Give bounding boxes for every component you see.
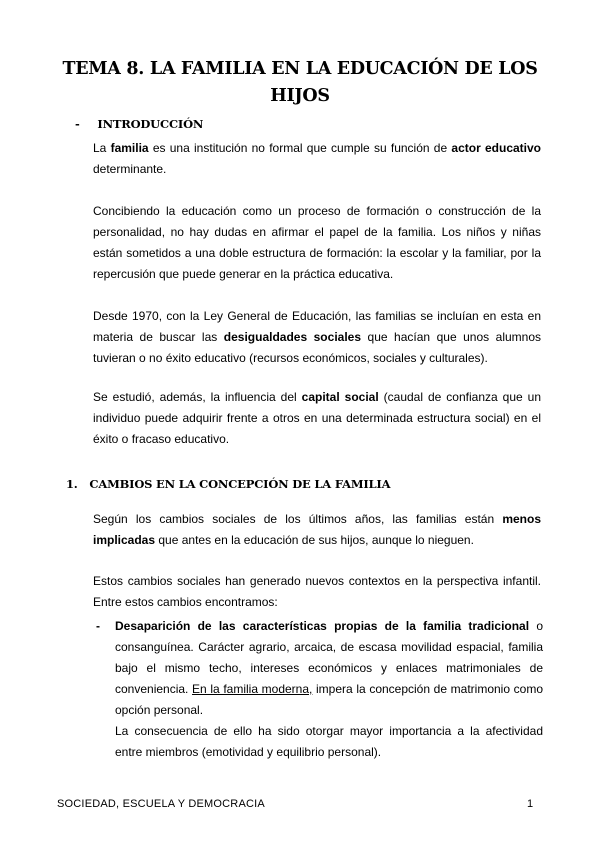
list-item bbox=[115, 616, 543, 763]
intro-paragraph-1: La familia es una institución no formal que cumple su función de actor educativo determinante. bbox=[93, 141, 542, 176]
section-1-heading bbox=[66, 477, 390, 491]
page-title: TEMA 8. LA FAMILIA EN LA EDUCACIÓN DE LOS HIJOS bbox=[62, 59, 538, 106]
list-item-main: Desaparición de las características propias de la familia tradicional o consanguínea. Carácter agrario, arcaica, de escasa movilidad espacial, familia bajo el mismo techo, intereses económicos y enlaces matrimoniales de conveniencia. En la familia moderna, impera la concepción de matrimonio como opción personal. bbox=[115, 619, 543, 717]
intro-paragraph-2: Concibiendo la educación como un proceso de formación o construcción de la personalidad, no hay dudas en afirmar el papel de la familia. Los niños y niñas están sometidos a una doble estructura de formación: la escolar y la familiar, por la repercusión que puede generar en la práctica educativa. bbox=[93, 204, 541, 281]
intro-heading bbox=[75, 117, 203, 131]
intro-paragraph-4: Se estudió, además, la influencia del capital social (caudal de confianza que un individuo puede adquirir frente a otros en una determinada estructura social) en el éxito o fracaso educativo. bbox=[93, 390, 541, 446]
intro-heading-text: INTRODUCCIÓN bbox=[97, 117, 204, 131]
intro-heading-marker: - bbox=[75, 117, 80, 131]
footer-title: SOCIEDAD, ESCUELA Y DEMOCRACIA bbox=[57, 798, 265, 810]
intro-paragraph-3: Desde 1970, con la Ley General de Educación, las familias se incluían en esta en materia de buscar las desigualdades sociales que hacían que unos alumnos tuvieran o no éxito educativo (recursos económicos, sociales y culturales). bbox=[93, 309, 542, 365]
section-1-paragraph-2: Estos cambios sociales han generado nuevos contextos en la perspectiva infantil. Entre estos cambios encontramos: bbox=[93, 574, 541, 609]
section-1-paragraph-1: Según los cambios sociales de los últimos años, las familias están menos implicadas que antes en la educación de sus hijos, aunque lo nieguen. bbox=[93, 512, 541, 547]
section-1-number: 1. bbox=[66, 477, 78, 491]
bullet-marker: - bbox=[96, 619, 100, 633]
section-1-heading-text: CAMBIOS EN LA CONCEPCIÓN DE LA FAMILIA bbox=[89, 477, 391, 491]
page-number: 1 bbox=[527, 798, 534, 810]
list-item-consequence: La consecuencia de ello ha sido otorgar mayor importancia a la afectividad entre miembros (emotividad y equilibrio personal). bbox=[115, 724, 543, 759]
